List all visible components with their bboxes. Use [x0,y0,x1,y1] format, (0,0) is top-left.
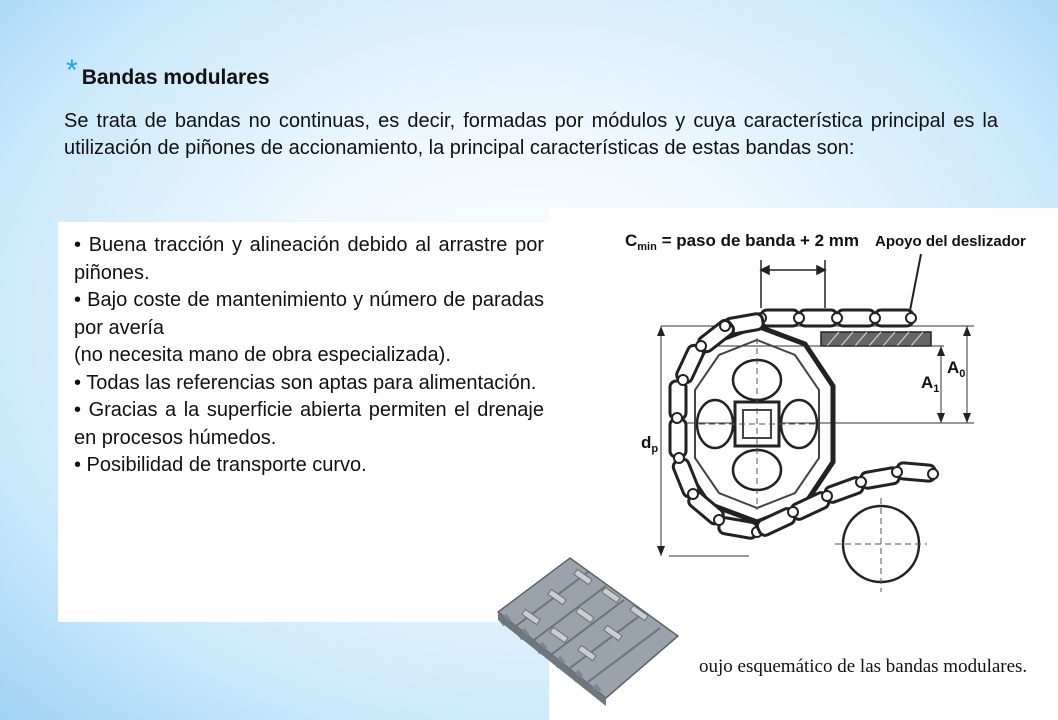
features-panel [58,222,549,622]
modular-belt-photo [478,540,688,720]
cmin-dimension [761,260,825,308]
dp-subscript: p [651,443,659,455]
diagram-caption: oujo esquemático de las bandas modulares. [699,656,1028,677]
feature-curved-transport: • Posibilidad de transporte curvo. [74,454,367,476]
cmin-label: C [625,231,638,250]
svg-text:A0 [947,358,965,380]
a1-subscript: 1 [933,383,940,395]
feature-traction: • Buena tracción y alineación debido al arrastre por piñones. [74,234,544,284]
features-list [74,232,544,480]
dp-label: d [641,433,652,452]
slide-title-row [66,54,270,98]
cmin-text: = paso de banda + 2 mm [656,231,860,250]
feature-food-grade: • Todas las referencias son aptas para alimentación. [74,371,537,394]
svg-text:Cmin = paso de banda + 2 mm [625,231,859,253]
intro-paragraph: Se trata de bandas no continuas, es decir, formadas por módulos y cuya característica principal es la utilización de piñones de accionamiento, la principal características de estas bandas son: [64,110,998,159]
cmin-subscript: min [637,241,657,253]
slide-title: Bandas modulares [81,66,270,89]
feature-maintenance-note: (no necesita mano de obra especializada). [74,344,451,366]
belt-links-return [755,462,935,537]
a1-label: A [921,373,934,392]
asterisk-bullet-icon: * [66,54,78,87]
a0-subscript: 0 [959,368,966,380]
feature-drainage: • Gracias a la superficie abierta permiten el drenaje en procesos húmedos. [74,399,544,449]
a0-label: A [947,358,960,377]
feature-maintenance: • Bajo coste de mantenimiento y número de paradas por avería [74,289,544,339]
svg-text:dp [641,433,658,455]
return-roller [835,498,927,592]
svg-text:A1 [921,373,939,395]
apoyo-label: Apoyo del deslizador [875,233,1026,250]
slider-support [821,332,931,346]
